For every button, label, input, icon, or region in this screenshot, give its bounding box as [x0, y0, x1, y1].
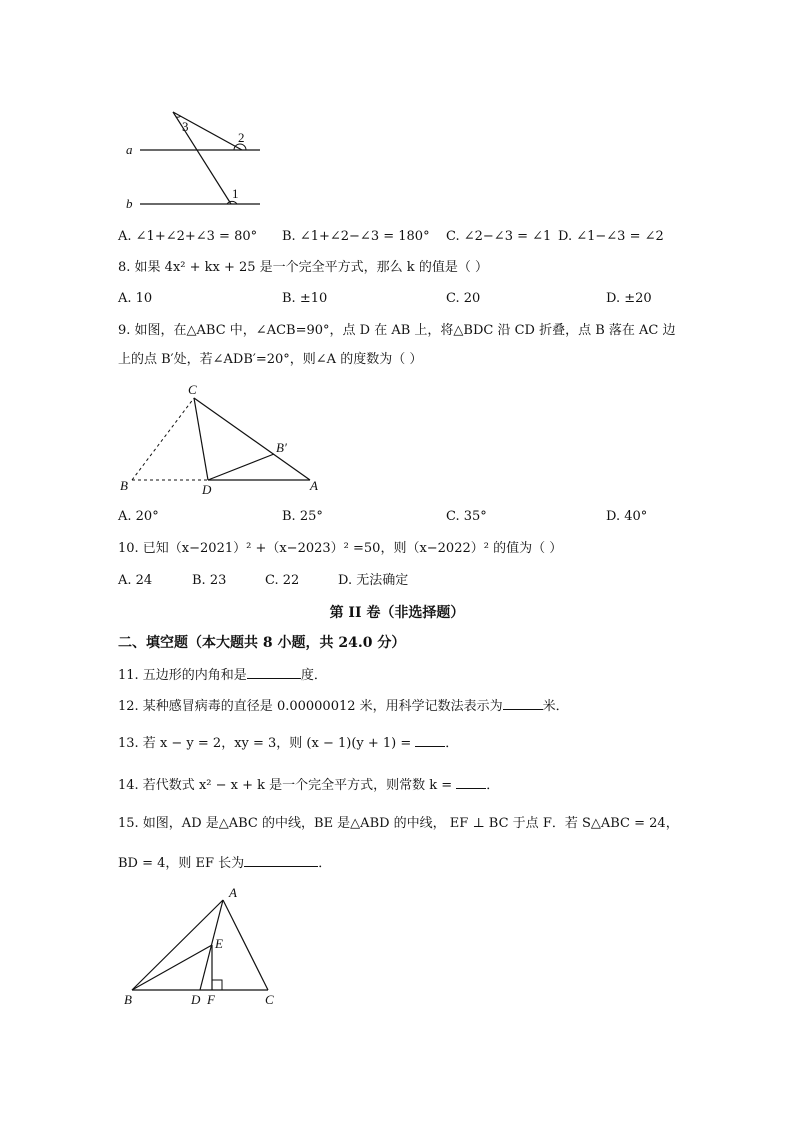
- label-b: b: [126, 196, 133, 211]
- q15-line1: 15. 如图，AD 是△ABC 的中线，BE 是△ABD 的中线， EF ⊥ BC 于点 F．若 S△ABC = 24，: [118, 816, 679, 831]
- segment-AB: [132, 900, 223, 990]
- label-B: B: [120, 478, 128, 493]
- label-Bprime: B′: [276, 440, 287, 455]
- q9-stem-line1: 9. 如图，在△ABC 中，∠ACB=90°，点 D 在 AB 上，将△BDC 沿 CD 折叠，点 B 落在 AC 边: [118, 323, 676, 338]
- q9-option-d: D. 40°: [606, 509, 648, 524]
- q11-text: 11. 五边形的内角和是: [118, 668, 247, 683]
- q10-option-c: C. 22: [265, 573, 300, 588]
- q14-text: 14. 若代数式 x² − x + k 是一个完全平方式，则常数 k =: [118, 778, 453, 793]
- q15-text: BD = 4，则 EF 长为: [118, 856, 245, 871]
- q13: [118, 733, 458, 753]
- label-C: C: [188, 382, 197, 397]
- segment-DBp: [208, 454, 274, 480]
- segment-BE: [132, 945, 212, 990]
- q7-option-d: D. ∠1−∠3 = ∠2: [558, 229, 664, 244]
- q10-option-d: D. 无法确定: [338, 573, 409, 588]
- q8-stem: 8. 如果 4x² + kx + 25 是一个完全平方式，那么 k 的值是（ ）: [118, 260, 488, 275]
- segment-BC-dashed: [132, 398, 194, 480]
- label-2: 2: [238, 130, 245, 145]
- label-A: A: [310, 478, 318, 493]
- triangle-fold-figure: [112, 380, 332, 500]
- label-F: F: [207, 992, 215, 1007]
- q15-line2: [118, 853, 331, 873]
- q10-option-a: A. 24: [118, 573, 153, 588]
- q8-option-b: B. ±10: [282, 291, 328, 306]
- q15-answer-blank[interactable]: [244, 853, 318, 867]
- q11-text-end: 度．: [300, 668, 327, 683]
- q15-text-end: ．: [318, 856, 332, 871]
- q9-option-a: A. 20°: [118, 509, 159, 524]
- right-angle-marker: [212, 980, 222, 990]
- q9-stem-line2: 上的点 B′处，若∠ADB′=20°，则∠A 的度数为（ ）: [118, 352, 423, 367]
- label-E: E: [215, 936, 223, 951]
- q14-text-end: ．: [486, 778, 500, 793]
- segment-CA: [194, 398, 310, 480]
- q10-option-b: B. 23: [192, 573, 227, 588]
- q14: [118, 775, 499, 795]
- q12-text-end: 米．: [542, 699, 569, 714]
- label-A: A: [229, 885, 237, 900]
- q7-option-c: C. ∠2−∠3 = ∠1: [446, 229, 552, 244]
- q13-text: 13. 若 x − y = 2，xy = 3，则 (x − 1)(y + 1) =: [118, 736, 412, 751]
- segment-AC: [223, 900, 268, 990]
- label-D: D: [202, 482, 212, 497]
- q8-option-a: A. 10: [118, 291, 153, 306]
- label-a: a: [126, 142, 133, 157]
- part2-title: 第 II 卷（非选择题）: [329, 605, 465, 621]
- q12-text: 12. 某种感冒病毒的直径是 0.00000012 米，用科学记数法表示为: [118, 699, 503, 714]
- q13-answer-blank[interactable]: [415, 733, 445, 747]
- parallel-lines-figure: [118, 105, 278, 215]
- label-B: B: [124, 992, 132, 1007]
- q14-answer-blank[interactable]: [456, 775, 486, 789]
- q8-option-c: C. 20: [446, 291, 481, 306]
- median-triangle-figure: [118, 882, 293, 1012]
- label-3: 3: [182, 119, 189, 134]
- q9-option-b: B. 25°: [282, 509, 323, 524]
- section2-title: 二、填空题（本大题共 8 小题，共 24.0 分）: [118, 635, 406, 651]
- label-1: 1: [232, 186, 239, 201]
- q7-option-a: A. ∠1+∠2+∠3 = 80°: [118, 229, 258, 244]
- angle-3-arc: [176, 116, 181, 117]
- q11: [118, 665, 327, 685]
- label-C: C: [265, 992, 274, 1007]
- q10-stem: 10. 已知（x−2021）² +（x−2023）² =50，则（x−2022）² 的值为（ ）: [118, 541, 563, 556]
- q13-text-end: ．: [445, 736, 459, 751]
- segment-CD: [194, 398, 208, 480]
- q12-answer-blank[interactable]: [503, 696, 543, 710]
- label-D: D: [191, 992, 201, 1007]
- q9-option-c: C. 35°: [446, 509, 487, 524]
- q7-option-b: B. ∠1+∠2−∠3 = 180°: [282, 229, 430, 244]
- q11-answer-blank[interactable]: [247, 665, 301, 679]
- q8-option-d: D. ±20: [606, 291, 652, 306]
- q12: [118, 696, 569, 716]
